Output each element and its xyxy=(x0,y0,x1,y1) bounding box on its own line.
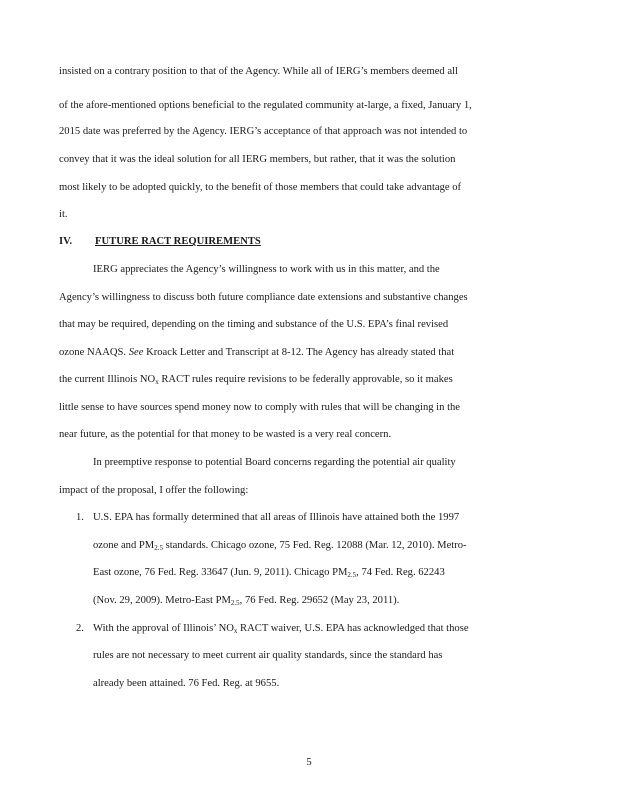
paragraph-line: Agency’s willingness to discuss both future compliance date extensions and substantive changes xyxy=(59,292,468,303)
paragraph-line: insisted on a contrary position to that of the Agency. While all of IERG’s members deemed all xyxy=(59,66,458,77)
paragraph-line: convey that it was the ideal solution for all IERG members, but rather, that it was the solution xyxy=(59,154,456,165)
paragraph-line: the current Illinois $NO_x$ RACT rules require revisions to be federally approvable, so it makes xyxy=(59,374,453,386)
list-item-line: (Nov. 29, 2009). Metro-East $PM_{2.5}$, 76 Fed. Reg. 29652 (May 23, 2011). xyxy=(93,595,400,607)
paragraph-line: of the afore-mentioned options beneficial to the regulated community at-large, a fixed, January 1, xyxy=(59,100,472,111)
list-item-number: 1. xyxy=(76,512,84,523)
section-number: IV. xyxy=(59,236,73,247)
list-item-line: U.S. EPA has formally determined that all areas of Illinois have attained both the 1997 xyxy=(93,512,460,523)
paragraph-line: it. xyxy=(59,209,68,220)
paragraph-line: IERG appreciates the Agency’s willingness to work with us in this matter, and the xyxy=(93,264,440,275)
list-item-line: ozone and $PM_{2.5}$ standards. Chicago ozone, 75 Fed. Reg. 12088 (Mar. 12, 2010). Metro- xyxy=(93,540,467,552)
paragraph-line: little sense to have sources spend money now to comply with rules that will be changing in the xyxy=(59,402,461,413)
paragraph-line: ozone NAAQS. See Kroack Letter and Transcript at 8-12. The Agency has already stated that xyxy=(59,347,455,358)
citation-signal: See xyxy=(128,347,144,358)
paragraph-line: In preemptive response to potential Board concerns regarding the potential air quality xyxy=(93,457,456,468)
paragraph-line: most likely to be adopted quickly, to the benefit of those members that could take advantage of xyxy=(59,182,462,193)
paragraph-line: that may be required, depending on the timing and substance of the U.S. EPA’s final revised xyxy=(59,319,449,330)
list-item-line: East ozone, 76 Fed. Reg. 33647 (Jun. 9, 2011). Chicago $PM_{2.5}$, 74 Fed. Reg. 62243 xyxy=(93,567,445,579)
page-number: 5 xyxy=(306,757,312,768)
list-item-line: already been attained. 76 Fed. Reg. at 9655. xyxy=(93,678,280,689)
paragraph-line: impact of the proposal, I offer the following: xyxy=(59,485,249,496)
section-title: FUTURE RACT REQUIREMENTS xyxy=(95,236,261,247)
list-item-line: rules are not necessary to meet current air quality standards, since the standard has xyxy=(93,650,443,661)
section-heading xyxy=(59,236,261,247)
paragraph-line: 2015 date was preferred by the Agency. IERG’s acceptance of that approach was not intended to xyxy=(59,126,468,137)
list-item-line: With the approval of Illinois’ $NO_x$ RACT waiver, U.S. EPA has acknowledged that those xyxy=(93,623,469,635)
paragraph-line: near future, as the potential for that money to be wasted is a very real concern. xyxy=(59,429,392,440)
list-item-number: 2. xyxy=(76,623,84,634)
